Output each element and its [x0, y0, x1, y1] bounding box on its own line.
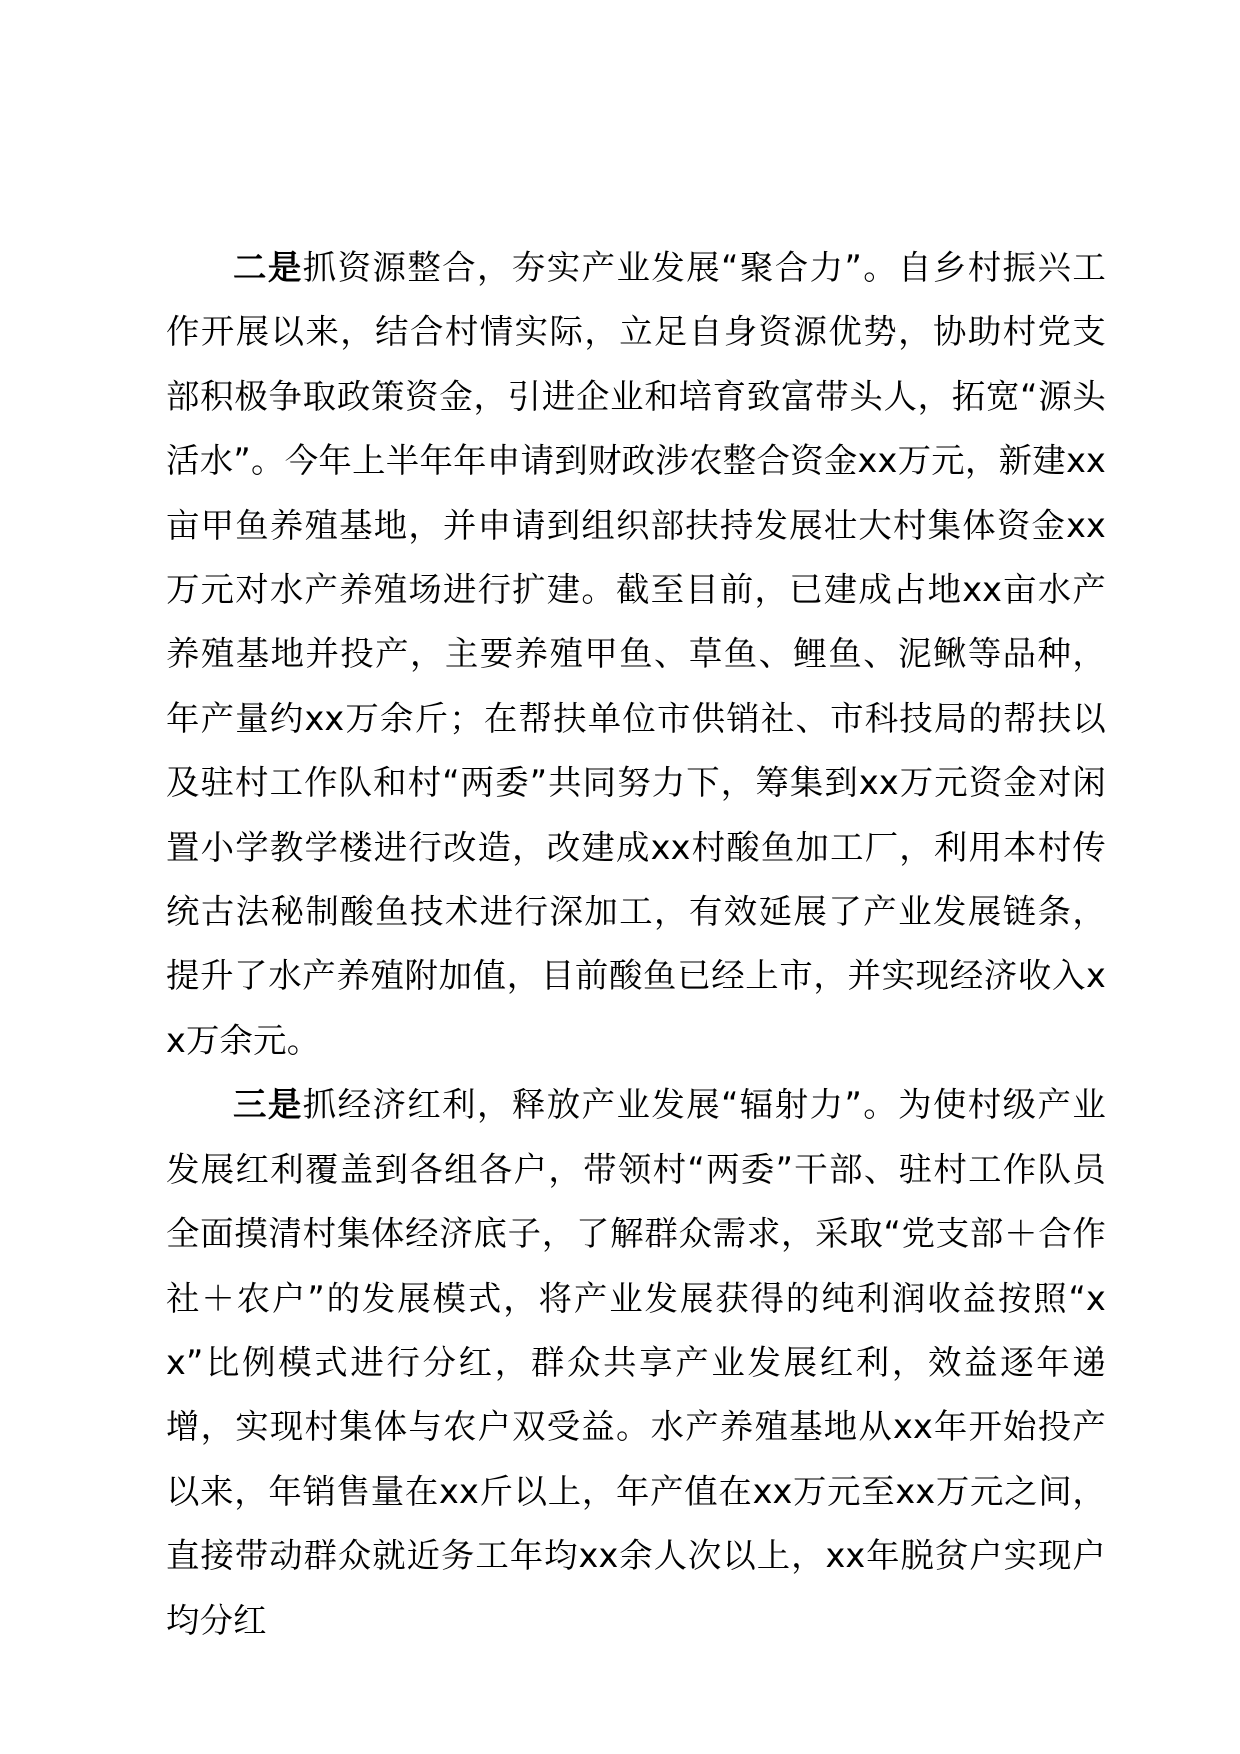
- paragraph-text: 抓资源整合，夯实产业发展“聚合力”。自乡村振兴工作开展以来，结合村情实际，立足自身资源优势，协助村党支部积极争取政策资金，引进企业和培育致富带头人，拓宽“源头活水”。今年上半年年申请到财政涉农整合资金xx万元，新建xx亩甲鱼养殖基地，并申请到组织部扶持发展壮大村集体资金xx万元对水产养殖场进行扩建。截至目前，已建成占地xx亩水产养殖基地并投产，主要养殖甲鱼、草鱼、鲤鱼、泥鳅等品种，年产量约xx万余斤；在帮扶单位市供销社、市科技局的帮扶以及驻村工作队和村“两委”共同努力下，筹集到xx万元资金对闲置小学教学楼进行改造，改建成xx村酸鱼加工厂，利用本村传统古法秘制酸鱼技术进行深加工，有效延展了产业发展链条，提升了水产养殖附加值，目前酸鱼已经上市，并实现经济收入xx万余元。: [166, 248, 1106, 1060]
- paragraph-resource-integration: [166, 236, 1106, 1073]
- paragraph-lead: 三是: [233, 1085, 303, 1125]
- paragraph-lead: 二是: [233, 248, 303, 287]
- paragraph-economic-dividend: [166, 1073, 1106, 1653]
- paragraph-text: 抓经济红利，释放产业发展“辐射力”。为使村级产业发展红利覆盖到各组各户，带领村“两委”干部、驻村工作队员全面摸清村集体经济底子，了解群众需求，采取“党支部＋合作社＋农户”的发展模式，将产业发展获得的纯利润收益按照“xx”比例模式进行分红，群众共享产业发展红利，效益逐年递增，实现村集体与农户双受益。水产养殖基地从xx年开始投产以来，年销售量在xx斤以上，年产值在xx万元至xx万元之间，直接带动群众就近务工年均xx余人次以上，xx年脱贫户实现户均分红: [166, 1085, 1106, 1640]
- document-body: [166, 236, 1106, 1653]
